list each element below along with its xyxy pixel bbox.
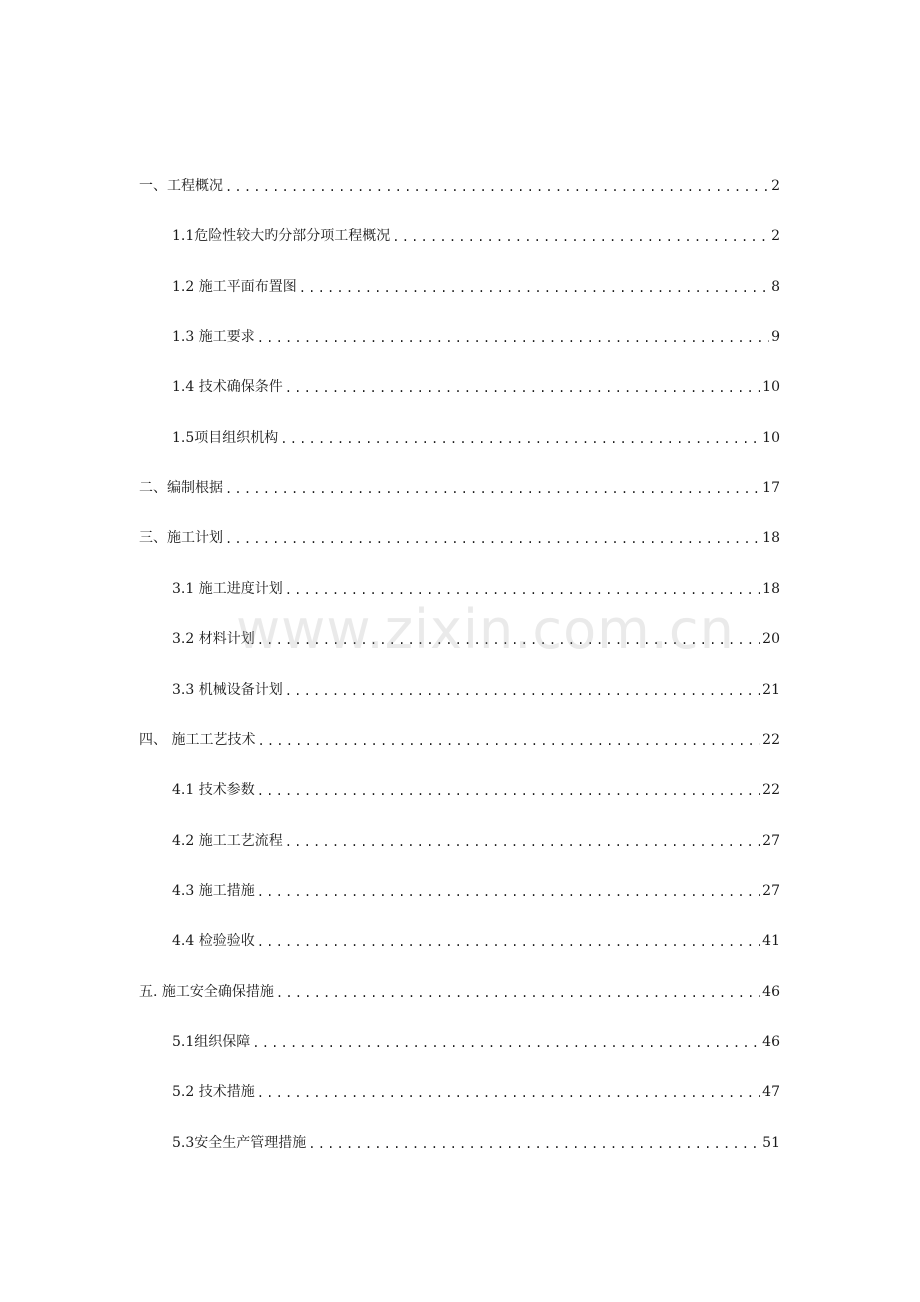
- toc-entry-page: 18: [762, 581, 780, 597]
- toc-entry-page: 17: [762, 480, 780, 496]
- toc-entry-section-3[interactable]: [139, 524, 780, 548]
- toc-entry-title: 3.1 施工进度计划: [172, 581, 283, 597]
- toc-entry-title: 5.3安全生产管理措施: [172, 1135, 307, 1151]
- toc-entry-4-2[interactable]: [172, 827, 780, 851]
- toc-entry-title: 4.3 施工措施: [172, 883, 255, 899]
- toc-entry-title: 3.3 机械设备计划: [172, 682, 283, 698]
- toc-entry-page: 22: [762, 782, 780, 798]
- dot-leader: [225, 178, 769, 196]
- toc-entry-page: 46: [762, 984, 780, 1000]
- toc-entry-4-4[interactable]: [172, 927, 780, 951]
- toc-entry-page: 18: [762, 530, 780, 546]
- toc-entry-title: 1.5项目组织机构: [172, 430, 279, 446]
- toc-entry-1-1[interactable]: [172, 222, 780, 246]
- toc-entry-page: 2: [771, 228, 780, 244]
- dot-leader: [299, 279, 769, 297]
- toc-entry-title: 一、工程概况: [139, 178, 223, 194]
- dot-leader: [285, 581, 760, 599]
- dot-leader: [257, 883, 760, 901]
- toc-entry-5-1[interactable]: [172, 1028, 780, 1052]
- toc-entry-5-2[interactable]: [172, 1078, 780, 1102]
- toc-entry-section-4[interactable]: [139, 726, 780, 750]
- toc-entry-page: 27: [762, 833, 780, 849]
- dot-leader: [285, 833, 760, 851]
- toc-entry-title: 5.1组织保障: [172, 1034, 251, 1050]
- dot-leader: [392, 228, 769, 246]
- dot-leader: [285, 682, 760, 700]
- toc-entry-page: 21: [762, 682, 780, 698]
- toc-entry-title: 1.2 施工平面布置图: [172, 279, 297, 295]
- toc-entry-title: 1.4 技术确保条件: [172, 379, 283, 395]
- toc-entry-section-2[interactable]: [139, 474, 780, 498]
- dot-leader: [257, 1084, 760, 1102]
- toc-entry-page: 2: [771, 178, 780, 194]
- toc-entry-1-5[interactable]: [172, 424, 780, 448]
- toc-entry-title: 3.2 材料计划: [172, 631, 255, 647]
- dot-leader: [280, 430, 760, 448]
- dot-leader: [225, 480, 760, 498]
- toc-entry-1-3[interactable]: [172, 323, 780, 347]
- toc-entry-4-1[interactable]: [172, 776, 780, 800]
- toc-entry-4-3[interactable]: [172, 877, 780, 901]
- toc-entry-page: 41: [762, 933, 780, 949]
- toc-entry-3-2[interactable]: [172, 625, 780, 649]
- toc-entry-title: 4.1 技术参数: [172, 782, 255, 798]
- dot-leader: [257, 782, 760, 800]
- toc-entry-title: 1.3 施工要求: [172, 329, 255, 345]
- toc-entry-title: 4.2 施工工艺流程: [172, 833, 283, 849]
- dot-leader: [285, 379, 760, 397]
- toc-entry-3-3[interactable]: [172, 676, 780, 700]
- toc-entry-1-4[interactable]: [172, 373, 780, 397]
- toc-entry-1-2[interactable]: [172, 273, 780, 297]
- toc-entry-title: 5.2 技术措施: [172, 1084, 255, 1100]
- dot-leader: [308, 1135, 760, 1153]
- toc-entry-page: 51: [762, 1135, 780, 1151]
- dot-leader: [225, 530, 760, 548]
- dot-leader: [257, 631, 760, 649]
- toc-entry-page: 22: [762, 732, 780, 748]
- toc-entry-page: 47: [762, 1084, 780, 1100]
- dot-leader: [257, 933, 760, 951]
- toc-entry-page: 10: [762, 379, 780, 395]
- dot-leader: [257, 329, 769, 347]
- dot-leader: [276, 984, 760, 1002]
- toc-entry-page: 8: [771, 279, 780, 295]
- toc-entry-section-1[interactable]: [139, 172, 780, 196]
- toc-entry-title: 四、 施工工艺技术: [139, 732, 256, 748]
- toc-entry-page: 27: [762, 883, 780, 899]
- toc-entry-title: 4.4 检验验收: [172, 933, 255, 949]
- toc-entry-page: 46: [762, 1034, 780, 1050]
- dot-leader: [257, 732, 760, 750]
- toc-entry-title: 二、编制根据: [139, 480, 223, 496]
- toc-entry-title: 三、施工计划: [139, 530, 223, 546]
- toc-entry-page: 20: [762, 631, 780, 647]
- toc-entry-page: 10: [762, 430, 780, 446]
- toc-entry-5-3[interactable]: [172, 1129, 780, 1153]
- toc-entry-3-1[interactable]: [172, 575, 780, 599]
- watermark: www.zixin.com.cn: [236, 598, 735, 661]
- toc-entry-section-5[interactable]: [139, 978, 780, 1002]
- toc-entry-title: 1.1危险性较大旳分部分项工程概况: [172, 228, 391, 244]
- toc-entry-page: 9: [771, 329, 780, 345]
- dot-leader: [252, 1034, 760, 1052]
- toc-entry-title: 五. 施工安全确保措施: [139, 984, 274, 1000]
